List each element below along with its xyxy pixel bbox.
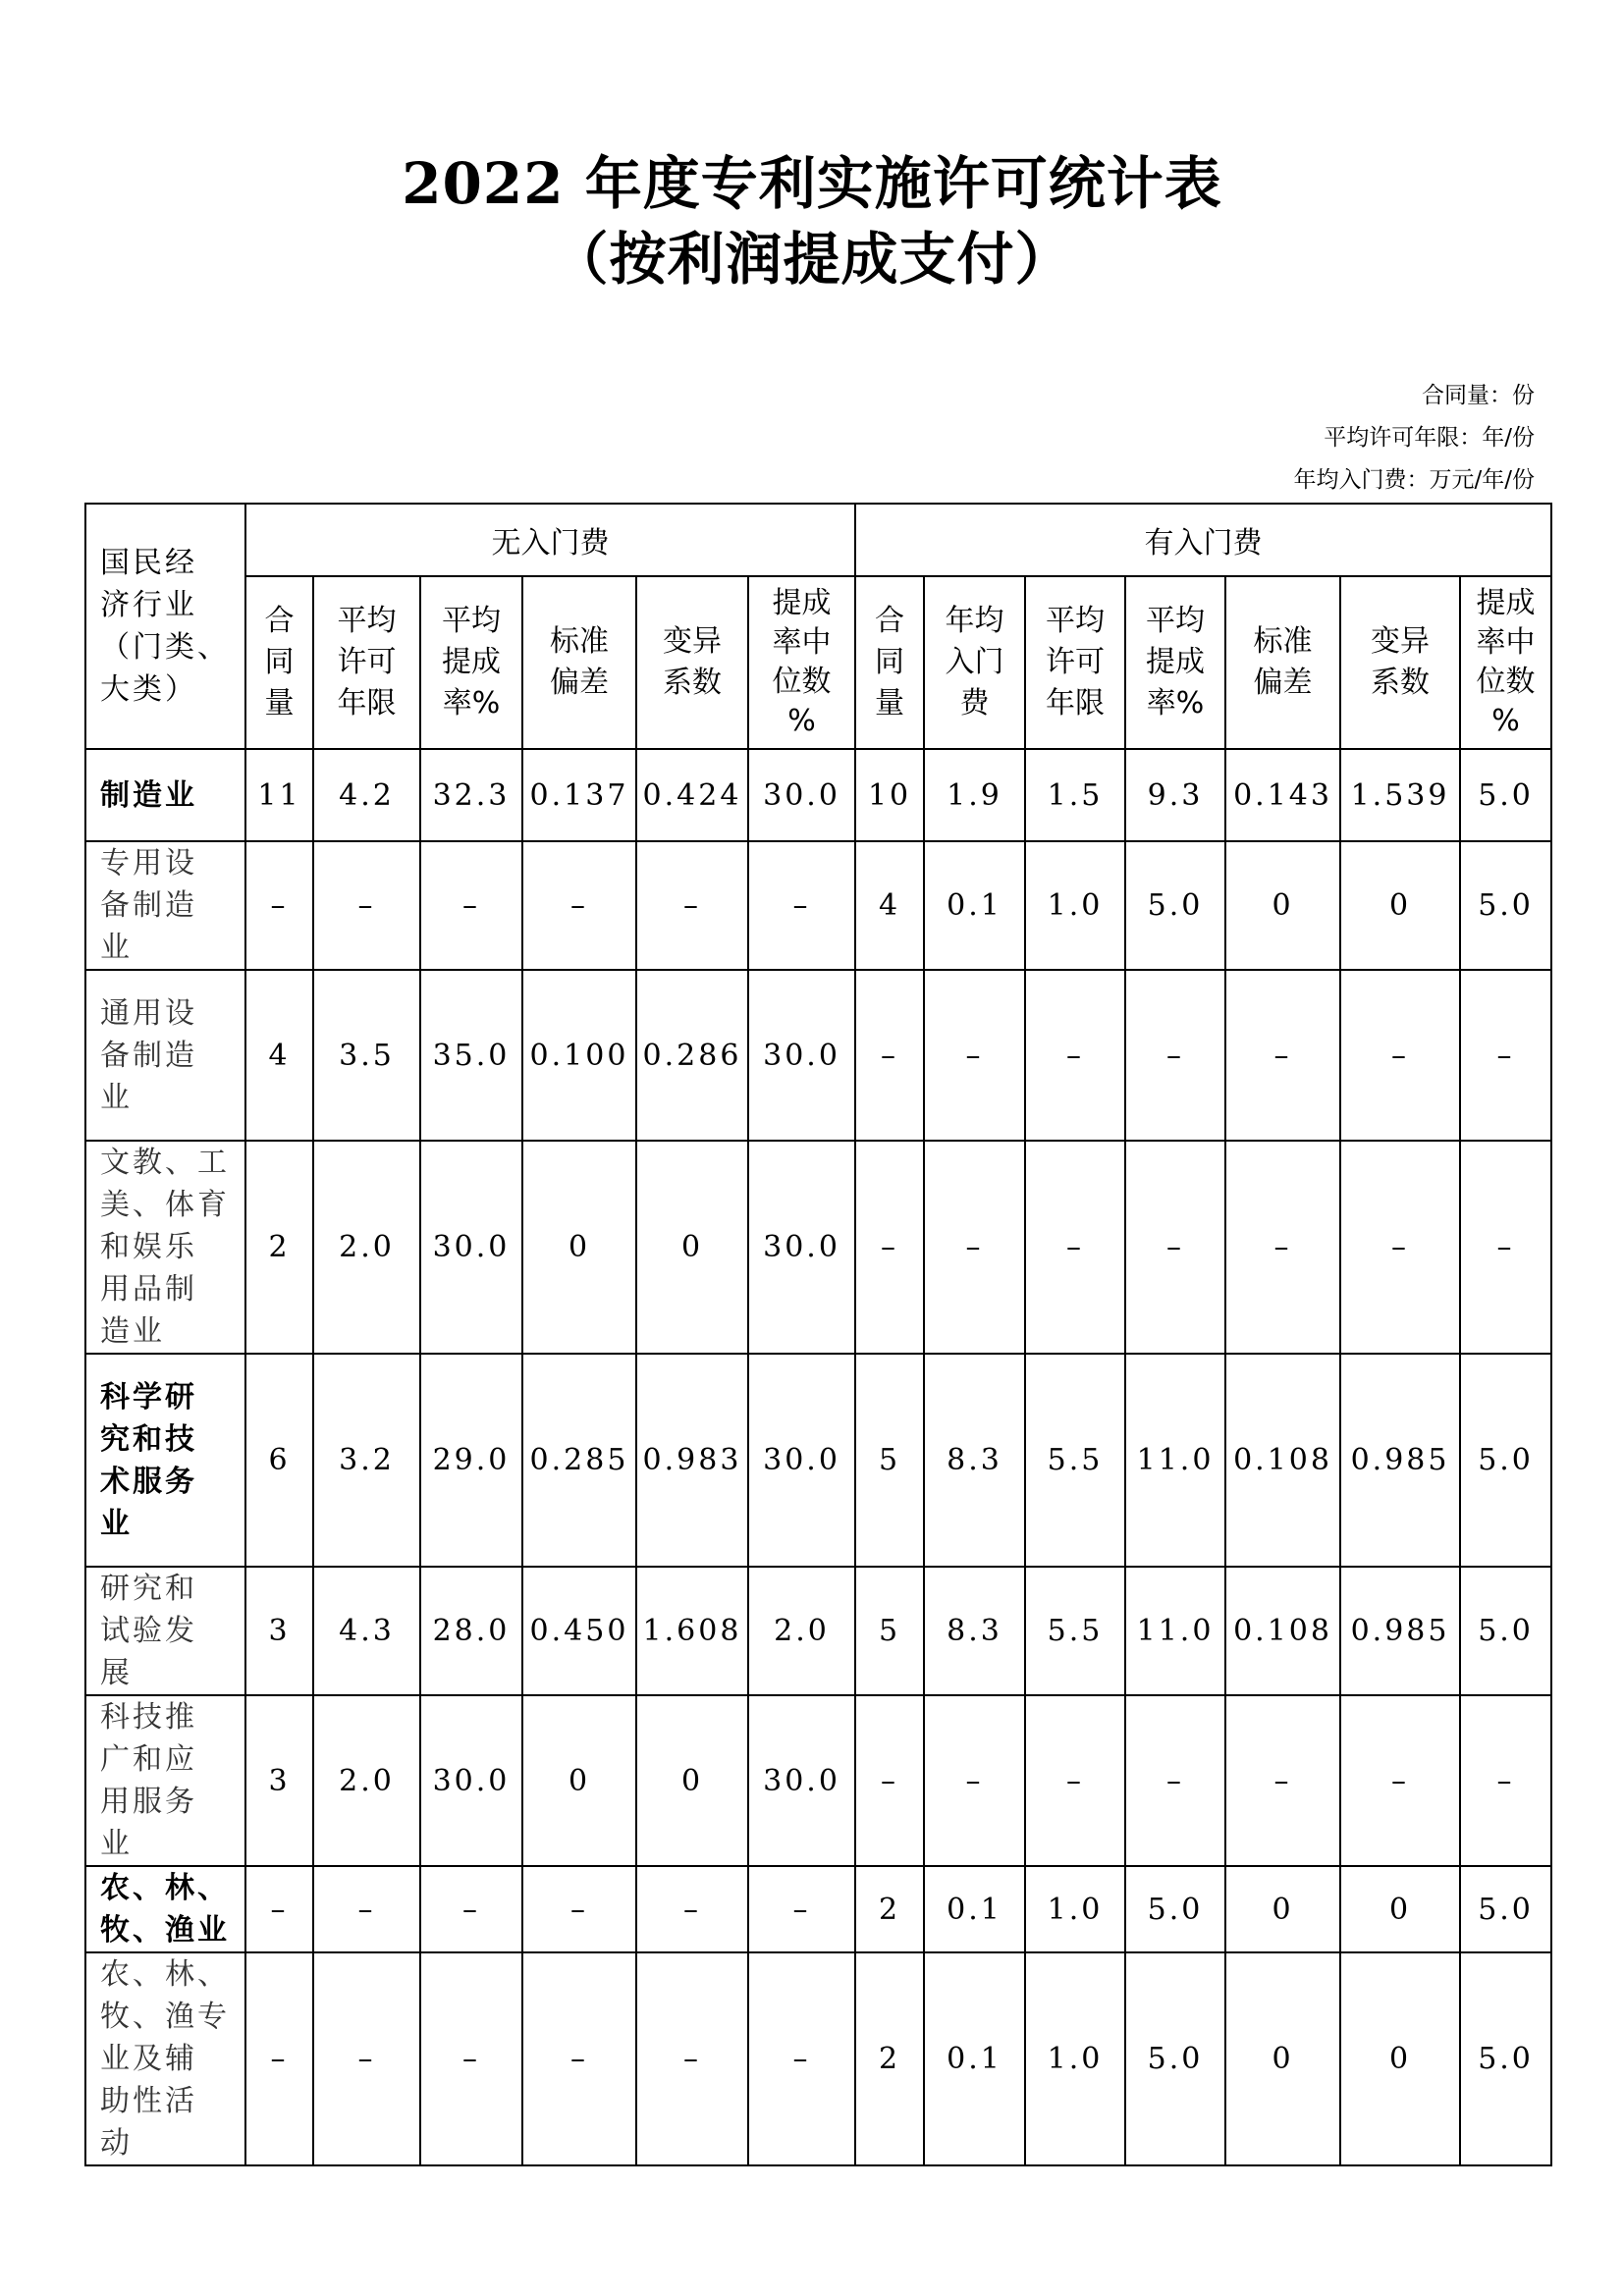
- table-row: [85, 841, 1551, 970]
- value-cell-with-fee-contracts: 5: [855, 1567, 924, 1695]
- value-cell-with-fee-contracts: 4: [855, 841, 924, 970]
- header-no-fee-median-rate: 提成 率中 位数 %: [748, 576, 855, 749]
- value-cell-no-fee-std-dev: –: [522, 1952, 636, 2165]
- value-cell-no-fee-median-rate: 30.0: [748, 1695, 855, 1866]
- value-cell-with-fee-std-dev: –: [1225, 1695, 1340, 1866]
- value-cell-with-fee-contracts: 10: [855, 749, 924, 841]
- value-cell-no-fee-median-rate: –: [748, 841, 855, 970]
- value-cell-no-fee-cv: –: [636, 1952, 748, 2165]
- value-cell-with-fee-contracts: –: [855, 970, 924, 1141]
- header-with-fee-avg-rate: 平均 提成 率%: [1125, 576, 1225, 749]
- value-cell-no-fee-median-rate: 30.0: [748, 970, 855, 1141]
- value-cell-no-fee-cv: 0.286: [636, 970, 748, 1141]
- value-cell-no-fee-avg-term: 3.2: [313, 1354, 420, 1567]
- value-cell-no-fee-cv: 0: [636, 1695, 748, 1866]
- value-cell-with-fee-avg-rate: 9.3: [1125, 749, 1225, 841]
- value-cell-with-fee-avg-term: 1.5: [1025, 749, 1125, 841]
- value-cell-with-fee-std-dev: –: [1225, 970, 1340, 1141]
- value-cell-no-fee-cv: 0: [636, 1141, 748, 1354]
- value-cell-no-fee-median-rate: –: [748, 1952, 855, 2165]
- value-cell-no-fee-avg-term: 3.5: [313, 970, 420, 1141]
- header-group-with-fee: 有入门费: [855, 504, 1551, 576]
- value-cell-with-fee-cv: 0: [1340, 841, 1460, 970]
- header-with-fee-std-dev: 标准 偏差: [1225, 576, 1340, 749]
- table-body: [85, 749, 1551, 2165]
- value-cell-with-fee-cv: –: [1340, 1695, 1460, 1866]
- value-cell-no-fee-std-dev: 0: [522, 1695, 636, 1866]
- value-cell-with-fee-avg-rate: 5.0: [1125, 1952, 1225, 2165]
- value-cell-with-fee-std-dev: 0: [1225, 1866, 1340, 1952]
- value-cell-with-fee-cv: 0.985: [1340, 1354, 1460, 1567]
- value-cell-no-fee-avg-term: 2.0: [313, 1141, 420, 1354]
- value-cell-no-fee-median-rate: 30.0: [748, 749, 855, 841]
- header-with-fee-avg-term: 平均 许可 年限: [1025, 576, 1125, 749]
- value-cell-no-fee-contracts: 11: [245, 749, 313, 841]
- header-with-fee-avg-entry-fee: 年均 入门 费: [924, 576, 1025, 749]
- value-cell-no-fee-contracts: 6: [245, 1354, 313, 1567]
- value-cell-with-fee-cv: –: [1340, 970, 1460, 1141]
- value-cell-with-fee-avg-rate: –: [1125, 970, 1225, 1141]
- value-cell-with-fee-median-rate: 5.0: [1460, 1354, 1551, 1567]
- value-cell-no-fee-cv: –: [636, 1866, 748, 1952]
- value-cell-with-fee-avg-entry-fee: –: [924, 970, 1025, 1141]
- value-cell-no-fee-std-dev: –: [522, 1866, 636, 1952]
- header-with-fee-median-rate: 提成 率中 位数 %: [1460, 576, 1551, 749]
- value-cell-no-fee-contracts: 3: [245, 1695, 313, 1866]
- value-cell-with-fee-contracts: 5: [855, 1354, 924, 1567]
- value-cell-no-fee-avg-rate: –: [420, 1866, 522, 1952]
- table-row: [85, 1866, 1551, 1952]
- industry-cell: 研究和 试验发 展: [85, 1567, 245, 1695]
- value-cell-with-fee-median-rate: –: [1460, 970, 1551, 1141]
- value-cell-no-fee-std-dev: 0.285: [522, 1354, 636, 1567]
- value-cell-no-fee-avg-term: 2.0: [313, 1695, 420, 1866]
- value-cell-no-fee-contracts: 4: [245, 970, 313, 1141]
- value-cell-with-fee-avg-entry-fee: 8.3: [924, 1567, 1025, 1695]
- value-cell-with-fee-median-rate: 5.0: [1460, 1952, 1551, 2165]
- value-cell-no-fee-avg-rate: 35.0: [420, 970, 522, 1141]
- value-cell-with-fee-median-rate: 5.0: [1460, 749, 1551, 841]
- value-cell-no-fee-avg-rate: 30.0: [420, 1695, 522, 1866]
- industry-cell: 农、林、 牧、渔专 业及辅 助性活 动: [85, 1952, 245, 2165]
- value-cell-no-fee-avg-term: 4.3: [313, 1567, 420, 1695]
- header-industry: 国民经 济行业 （门类、 大类）: [85, 504, 245, 749]
- value-cell-with-fee-avg-entry-fee: –: [924, 1695, 1025, 1866]
- value-cell-with-fee-cv: –: [1340, 1141, 1460, 1354]
- value-cell-with-fee-avg-term: 1.0: [1025, 1952, 1125, 2165]
- value-cell-no-fee-median-rate: –: [748, 1866, 855, 1952]
- value-cell-with-fee-avg-rate: –: [1125, 1141, 1225, 1354]
- value-cell-no-fee-avg-term: –: [313, 1952, 420, 2165]
- unit-note-contracts: 合同量：份: [1422, 383, 1535, 408]
- value-cell-with-fee-median-rate: –: [1460, 1141, 1551, 1354]
- value-cell-with-fee-avg-rate: –: [1125, 1695, 1225, 1866]
- value-cell-with-fee-avg-term: 5.5: [1025, 1567, 1125, 1695]
- value-cell-no-fee-std-dev: 0.100: [522, 970, 636, 1141]
- value-cell-with-fee-avg-entry-fee: –: [924, 1141, 1025, 1354]
- header-with-fee-cv: 变异 系数: [1340, 576, 1460, 749]
- value-cell-with-fee-contracts: –: [855, 1695, 924, 1866]
- industry-cell: 制造业: [85, 749, 245, 841]
- value-cell-with-fee-avg-term: 1.0: [1025, 841, 1125, 970]
- value-cell-no-fee-cv: 1.608: [636, 1567, 748, 1695]
- value-cell-with-fee-std-dev: –: [1225, 1141, 1340, 1354]
- value-cell-with-fee-median-rate: 5.0: [1460, 1567, 1551, 1695]
- value-cell-with-fee-avg-entry-fee: 0.1: [924, 1952, 1025, 2165]
- value-cell-with-fee-avg-rate: 5.0: [1125, 1866, 1225, 1952]
- value-cell-no-fee-avg-rate: 30.0: [420, 1141, 522, 1354]
- value-cell-with-fee-std-dev: 0.108: [1225, 1354, 1340, 1567]
- table-row: [85, 970, 1551, 1141]
- value-cell-with-fee-median-rate: 5.0: [1460, 1866, 1551, 1952]
- industry-cell: 农、林、 牧、渔业: [85, 1866, 245, 1952]
- value-cell-with-fee-cv: 0: [1340, 1952, 1460, 2165]
- value-cell-no-fee-contracts: 2: [245, 1141, 313, 1354]
- value-cell-with-fee-avg-entry-fee: 8.3: [924, 1354, 1025, 1567]
- value-cell-with-fee-avg-entry-fee: 1.9: [924, 749, 1025, 841]
- value-cell-with-fee-cv: 1.539: [1340, 749, 1460, 841]
- value-cell-no-fee-cv: 0.983: [636, 1354, 748, 1567]
- value-cell-with-fee-std-dev: 0: [1225, 1952, 1340, 2165]
- value-cell-with-fee-avg-rate: 5.0: [1125, 841, 1225, 970]
- value-cell-with-fee-avg-rate: 11.0: [1125, 1567, 1225, 1695]
- value-cell-no-fee-cv: –: [636, 841, 748, 970]
- industry-cell: 科学研 究和技 术服务 业: [85, 1354, 245, 1567]
- value-cell-no-fee-contracts: –: [245, 1952, 313, 2165]
- table-row: [85, 1141, 1551, 1354]
- table-row: [85, 1567, 1551, 1695]
- header-no-fee-cv: 变异 系数: [636, 576, 748, 749]
- table-row: [85, 1354, 1551, 1567]
- unit-note-avg-term: 平均许可年限：年/份: [1324, 425, 1535, 451]
- value-cell-no-fee-std-dev: 0: [522, 1141, 636, 1354]
- industry-cell: 科技推 广和应 用服务 业: [85, 1695, 245, 1866]
- industry-cell: 文教、工 美、体育 和娱乐 用品制 造业: [85, 1141, 245, 1354]
- value-cell-no-fee-avg-rate: 32.3: [420, 749, 522, 841]
- statistics-table: [84, 503, 1552, 2166]
- value-cell-with-fee-avg-term: 1.0: [1025, 1866, 1125, 1952]
- value-cell-with-fee-std-dev: 0.143: [1225, 749, 1340, 841]
- value-cell-no-fee-std-dev: 0.450: [522, 1567, 636, 1695]
- table-row: [85, 749, 1551, 841]
- value-cell-no-fee-contracts: –: [245, 1866, 313, 1952]
- header-no-fee-avg-rate: 平均 提成 率%: [420, 576, 522, 749]
- subheader-row: [85, 576, 1551, 749]
- value-cell-no-fee-avg-term: –: [313, 841, 420, 970]
- header-no-fee-std-dev: 标准 偏差: [522, 576, 636, 749]
- value-cell-no-fee-avg-rate: 28.0: [420, 1567, 522, 1695]
- value-cell-with-fee-avg-term: –: [1025, 1695, 1125, 1866]
- value-cell-no-fee-median-rate: 2.0: [748, 1567, 855, 1695]
- value-cell-with-fee-std-dev: 0: [1225, 841, 1340, 970]
- value-cell-with-fee-cv: 0: [1340, 1866, 1460, 1952]
- industry-cell: 通用设 备制造 业: [85, 970, 245, 1141]
- value-cell-no-fee-cv: 0.424: [636, 749, 748, 841]
- industry-cell: 专用设 备制造 业: [85, 841, 245, 970]
- value-cell-no-fee-avg-rate: –: [420, 841, 522, 970]
- value-cell-no-fee-avg-rate: 29.0: [420, 1354, 522, 1567]
- header-group-no-fee: 无入门费: [245, 504, 855, 576]
- value-cell-with-fee-cv: 0.985: [1340, 1567, 1460, 1695]
- page-subtitle: （按利润提成支付）: [551, 226, 1073, 293]
- value-cell-no-fee-contracts: –: [245, 841, 313, 970]
- value-cell-no-fee-median-rate: 30.0: [748, 1141, 855, 1354]
- value-cell-no-fee-std-dev: –: [522, 841, 636, 970]
- value-cell-with-fee-avg-rate: 11.0: [1125, 1354, 1225, 1567]
- value-cell-with-fee-contracts: –: [855, 1141, 924, 1354]
- value-cell-no-fee-avg-term: 4.2: [313, 749, 420, 841]
- table-row: [85, 1952, 1551, 2165]
- value-cell-with-fee-contracts: 2: [855, 1866, 924, 1952]
- page-title: 2022 年度专利实施许可统计表: [402, 150, 1222, 217]
- value-cell-with-fee-avg-entry-fee: 0.1: [924, 841, 1025, 970]
- value-cell-with-fee-avg-term: 5.5: [1025, 1354, 1125, 1567]
- header-no-fee-contracts: 合 同 量: [245, 576, 313, 749]
- value-cell-no-fee-avg-rate: –: [420, 1952, 522, 2165]
- value-cell-no-fee-std-dev: 0.137: [522, 749, 636, 841]
- value-cell-with-fee-contracts: 2: [855, 1952, 924, 2165]
- value-cell-with-fee-avg-entry-fee: 0.1: [924, 1866, 1025, 1952]
- header-with-fee-contracts: 合 同 量: [855, 576, 924, 749]
- value-cell-with-fee-avg-term: –: [1025, 970, 1125, 1141]
- value-cell-with-fee-std-dev: 0.108: [1225, 1567, 1340, 1695]
- header-no-fee-avg-term: 平均 许可 年限: [313, 576, 420, 749]
- unit-note-entry-fee: 年均入门费：万元/年/份: [1293, 467, 1535, 493]
- value-cell-with-fee-median-rate: –: [1460, 1695, 1551, 1866]
- table-row: [85, 1695, 1551, 1866]
- value-cell-no-fee-median-rate: 30.0: [748, 1354, 855, 1567]
- value-cell-with-fee-median-rate: 5.0: [1460, 841, 1551, 970]
- value-cell-no-fee-contracts: 3: [245, 1567, 313, 1695]
- value-cell-with-fee-avg-term: –: [1025, 1141, 1125, 1354]
- value-cell-no-fee-avg-term: –: [313, 1866, 420, 1952]
